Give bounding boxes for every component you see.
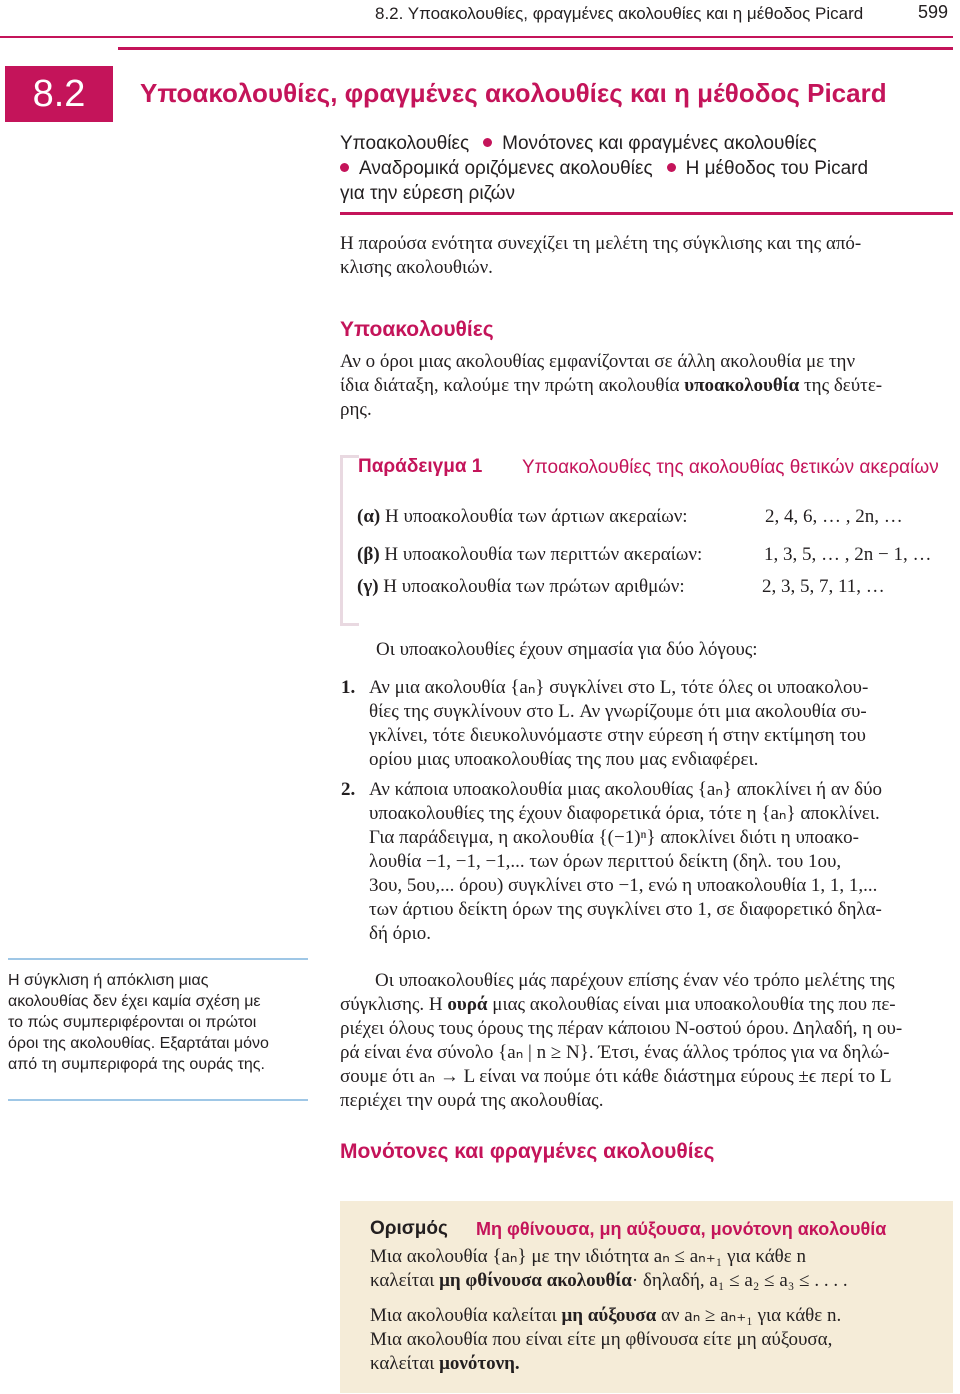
topic-recursive: Αναδρομικά οριζόμενες ακολουθίες	[359, 158, 653, 179]
intro-paragraph	[340, 232, 953, 280]
intro-line: Η παρούσα ενότητα συνεχίζει τη μελέτη της σύγκλισης και της από-	[340, 233, 862, 254]
para-line: Αν μια ακολουθία {aₙ} συγκλίνει στο L, τότε όλες οι υποακολου-	[369, 677, 869, 698]
def-line	[370, 1352, 950, 1376]
term-subsequence: υποακολουθία	[684, 375, 800, 396]
definition-label: Ορισμός	[370, 1218, 448, 1239]
item-tag: (α)	[357, 506, 381, 527]
topic-monotone: Μονότονες και φραγμένες ακολουθίες	[502, 133, 817, 154]
para-line: θίες της συγκλίνουν στο L. Αν γνωρίζουμε ότι μια ακολουθία συ-	[369, 701, 867, 722]
text-span: καλείται	[370, 1353, 440, 1374]
header-rule	[0, 36, 953, 38]
text-span: σύγκλισης. Η	[340, 994, 448, 1015]
para-line: ρά είναι ένα σύνολο {aₙ | n ≥ N}. Έτσι, ένας άλλος τρόπος για να δηλώ-	[340, 1042, 890, 1063]
reasons-intro: Οι υποακολουθίες έχουν σημασία για δύο λόγους:	[376, 639, 758, 660]
para-line: περιέχει την ουρά της ακολουθίας.	[340, 1090, 604, 1111]
topics-line-2	[326, 158, 868, 180]
text-span: μιας ακολουθίας είναι μια υποακολουθία της που πε-	[487, 994, 896, 1015]
para-line: Οι υποακολουθίες μάς παρέχουν επίσης έναν νέο τρόπο μελέτης της	[375, 970, 895, 991]
para-line	[340, 374, 953, 398]
reason-1	[369, 676, 953, 772]
example-item	[357, 575, 685, 599]
para-line: γκλίνει, τότε διευκολυνόμαστε στην εύρεση ή στην εκτίμηση του	[369, 725, 866, 746]
page-number: 599	[918, 2, 949, 22]
para-line: δή όριο.	[369, 923, 431, 944]
item-value: 1, 3, 5, … , 2n − 1, …	[764, 544, 932, 565]
definition-body-1	[370, 1245, 950, 1293]
section-top-rule	[118, 47, 953, 50]
item-tag: (β)	[357, 544, 380, 565]
example-item	[357, 543, 702, 567]
reason-1-number: 1.	[341, 677, 356, 698]
example-label: Παράδειγμα 1	[358, 456, 483, 477]
intro-line: κλισης ακολουθιών.	[340, 257, 493, 278]
section-title: Υποακολουθίες, φραγμένες ακολουθίες και η μέθοδος Picard	[140, 78, 887, 108]
bullet-icon	[340, 163, 349, 172]
note-line: από τη συμπεριφορά της ουράς της.	[8, 1056, 265, 1073]
definition-body-2	[370, 1304, 950, 1376]
text-span: Μια ακολουθία καλείται	[370, 1305, 562, 1326]
subsequences-heading: Υποακολουθίες	[340, 318, 494, 341]
para-line: 3ου, 5ου,... όρου) συγκλίνει στο −1, ενώ η υποακολουθία 1, 1, 1,...	[369, 875, 878, 896]
para-line: σουμε ότι aₙ → L είναι να πούμε ότι κάθε διάστημα εύρους ±ϵ περί το L	[340, 1066, 892, 1087]
para-line	[340, 993, 953, 1017]
example-title: Υποακολουθίες της ακολουθίας θετικών ακεραίων	[522, 457, 939, 478]
para-line: λουθία −1, −1, −1,... των όρων περιττού δείκτη (δηλ. του 1ου,	[369, 851, 842, 872]
topics-bottom-rule	[340, 212, 953, 215]
def-line	[370, 1269, 950, 1293]
item-value: 2, 4, 6, … , 2n, …	[765, 506, 903, 527]
example-bracket	[340, 455, 359, 626]
def-line: Μια ακολουθία που είναι είτε μη φθίνουσα είτε μη αύξουσα,	[370, 1329, 833, 1350]
item-tag: (γ)	[357, 576, 379, 597]
margin-note	[8, 970, 304, 1075]
para-line: υποακολουθίες της έχουν διαφορετικά όρια, τότε η {aₙ} αποκλίνει.	[369, 803, 880, 824]
example-item	[357, 505, 688, 529]
text-span: · δηλαδή, a₁ ≤ a₂ ≤ a₃ ≤ . . . .	[631, 1270, 848, 1291]
para-line: ρης.	[340, 399, 372, 420]
bullet-icon	[667, 163, 676, 172]
note-line: όροι της ακολουθίας. Εξαρτάται μόνο	[8, 1035, 269, 1052]
def-line: Μια ακολουθία {aₙ} με την ιδιότητα aₙ ≤ aₙ₊₁ για κάθε n	[370, 1246, 807, 1267]
running-head: 8.2. Υποακολουθίες, φραγμένες ακολουθίες και η μέθοδος Picard	[375, 4, 864, 23]
para-line: ριέχει όλους τους όρους της πέραν κάποιου N-οστού όρου. Δηλαδή, η ου-	[340, 1018, 903, 1039]
term-tail: ουρά	[447, 994, 488, 1015]
topics-line-1	[340, 133, 817, 155]
para-line: Για παράδειγμα, η ακολουθία {(−1)ⁿ} αποκλίνει διότι η υποακο-	[369, 827, 859, 848]
bullet-icon	[483, 138, 492, 147]
subsequences-paragraph	[340, 350, 953, 422]
monotone-heading: Μονότονες και φραγμένες ακολουθίες	[340, 1140, 715, 1163]
tail-paragraph	[340, 969, 953, 1113]
term-nondecreasing: μη φθίνουσα ακολουθία	[439, 1270, 632, 1291]
section-number-box: 8.2	[5, 66, 113, 122]
reason-2-number: 2.	[341, 779, 356, 800]
text-span: της δεύτε-	[799, 375, 883, 396]
reason-2	[369, 778, 953, 946]
margin-note-top-rule	[8, 958, 308, 960]
text-span: ίδια διάταξη, καλούμε την πρώτη ακολουθία	[340, 375, 685, 396]
para-line: των άρτιου δείκτη όρων της συγκλίνει στο 1, σε διαφορετικό δηλα-	[369, 899, 882, 920]
item-text: Η υποακολουθία των πρώτων αριθμών:	[383, 576, 685, 597]
def-line	[370, 1304, 950, 1328]
item-value: 2, 3, 5, 7, 11, …	[762, 576, 885, 597]
term-monotone: μονότονη.	[439, 1353, 520, 1374]
text-span: καλείται	[370, 1270, 440, 1291]
note-line: Η σύγκλιση ή απόκλιση μιας	[8, 972, 209, 989]
item-text: Η υποακολουθία των περιττών ακεραίων:	[384, 544, 703, 565]
item-text: Η υποακολουθία των άρτιων ακεραίων:	[385, 506, 688, 527]
topics-line-3: για την εύρεση ριζών	[340, 183, 516, 204]
definition-title: Μη φθίνουσα, μη αύξουσα, μονότονη ακολουθία	[476, 1219, 887, 1239]
text-span: αν aₙ ≥ aₙ₊₁ για κάθε n.	[656, 1305, 842, 1326]
para-line: ορίου μιας υποακολουθίας της που μας ενδιαφέρει.	[369, 749, 759, 770]
note-line: ακολουθίας δεν έχει καμία σχέση με	[8, 993, 261, 1010]
topic-picard: Η μέθοδος του Picard	[685, 158, 869, 179]
note-line: το πώς συμπεριφέρονται οι πρώτοι	[8, 1014, 257, 1031]
para-line: Αν ο όροι μιας ακολουθίας εμφανίζονται σε άλλη ακολουθία με την	[340, 351, 856, 372]
para-line: Αν κάποια υποακολουθία μιας ακολουθίας {aₙ} αποκλίνει ή αν δύο	[369, 779, 882, 800]
topic-subsequences: Υποακολουθίες	[340, 133, 470, 154]
term-nonincreasing: μη αύξουσα	[561, 1305, 657, 1326]
margin-note-bottom-rule	[8, 1099, 308, 1101]
